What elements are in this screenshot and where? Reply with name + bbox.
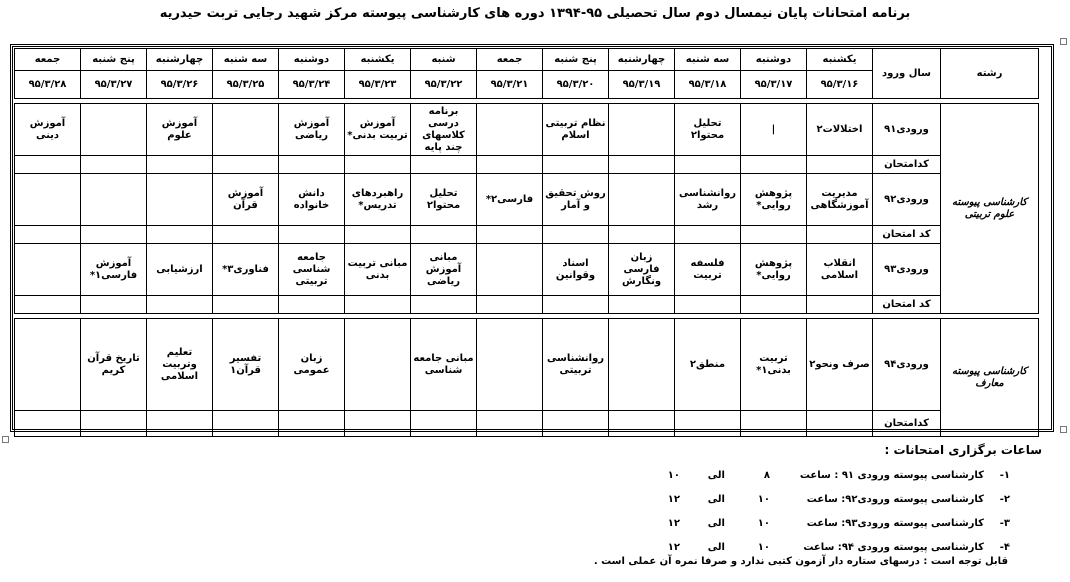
exam-cell: زبان عمومی — [279, 319, 345, 411]
exam-cell: انقلاب اسلامی — [807, 244, 873, 296]
exam-cell — [81, 174, 147, 226]
date-header: ۹۵/۳/۱۸ — [675, 71, 741, 99]
exam-code-cell — [213, 156, 279, 174]
exam-code-cell — [543, 156, 609, 174]
exam-hours-list — [570, 470, 1010, 566]
exam-hour-to: ۱۲ — [667, 494, 680, 505]
exam-code-cell — [15, 226, 81, 244]
exam-cell: جامعه شناسی تربیتی — [279, 244, 345, 296]
exam-cell: روانشناسی تربیتی — [543, 319, 609, 411]
exam-cell: زبان فارسی ونگارش — [609, 244, 675, 296]
exam-code-cell — [741, 226, 807, 244]
exam-cell — [213, 104, 279, 156]
resize-handle — [2, 436, 9, 443]
exam-code-cell — [213, 411, 279, 437]
exam-cell: آموزش ریاضی — [279, 104, 345, 156]
exam-cell: روانشناسی رشد — [675, 174, 741, 226]
exam-cell — [477, 244, 543, 296]
exam-code-cell — [609, 411, 675, 437]
exam-cell — [609, 319, 675, 411]
exam-hour-num: ۱- — [999, 470, 1010, 481]
date-header: ۹۵/۳/۲۴ — [279, 71, 345, 99]
exam-cell: پژوهش روایی* — [741, 244, 807, 296]
exam-code-cell — [345, 296, 411, 314]
entry-year: ورودی۹۴ — [873, 319, 941, 411]
date-header: ۹۵/۳/۲۱ — [477, 71, 543, 99]
exam-cell: اختلالات۲ — [807, 104, 873, 156]
exam-cell: روش تحقیق و آمار — [543, 174, 609, 226]
exam-code-cell — [147, 296, 213, 314]
exam-code-cell — [477, 296, 543, 314]
day-header: یکشنبه — [807, 49, 873, 71]
exam-hour-al: الی — [707, 494, 725, 505]
exam-code-cell — [675, 156, 741, 174]
exam-code-row — [15, 226, 1039, 244]
exam-code-label: کد امتحان — [873, 296, 941, 314]
day-header: چهارشنبه — [147, 49, 213, 71]
exam-hour-to: ۱۲ — [667, 518, 680, 529]
exam-cell: برنامه درسی کلاسهای چند پایه — [411, 104, 477, 156]
date-header: ۹۵/۳/۱۹ — [609, 71, 675, 99]
resize-handle — [1060, 426, 1067, 433]
entry-year: ورودی۹۳ — [873, 244, 941, 296]
exam-cell: | — [741, 104, 807, 156]
exam-hour-to: ۱۰ — [667, 470, 680, 481]
date-header: ۹۵/۳/۲۰ — [543, 71, 609, 99]
date-header: ۹۵/۳/۱۶ — [807, 71, 873, 99]
exam-code-label: کدامتحان — [873, 411, 941, 437]
exam-cell: آموزش دینی — [15, 104, 81, 156]
exam-cell — [609, 104, 675, 156]
exam-code-row — [15, 296, 1039, 314]
exam-row — [15, 244, 1039, 296]
day-header: دوشنبه — [279, 49, 345, 71]
exam-cell: دانش خانواده — [279, 174, 345, 226]
page-title: برنامه امتحانات پایان نیمسال دوم سال تحصیلی ۹۵-۱۳۹۴ دوره های کارشناسی پیوسته مرکز شهید رجایی تربت حیدریه — [159, 6, 911, 21]
day-header: دوشنبه — [741, 49, 807, 71]
day-header: شنبه — [411, 49, 477, 71]
exam-hour-row — [570, 470, 1010, 494]
exam-hour-from: ۱۰ — [757, 518, 770, 529]
exam-cell: آموزش تربیت بدنی* — [345, 104, 411, 156]
exam-code-cell — [147, 156, 213, 174]
exam-cell: فارسی۲* — [477, 174, 543, 226]
exam-code-cell — [15, 296, 81, 314]
date-header: ۹۵/۳/۲۳ — [345, 71, 411, 99]
exam-code-cell — [741, 296, 807, 314]
exam-row — [15, 104, 1039, 156]
exam-code-cell — [543, 296, 609, 314]
exam-cell: فناوری۳* — [213, 244, 279, 296]
exam-code-cell — [81, 296, 147, 314]
exam-cell: تعلیم وتربیت اسلامی — [147, 319, 213, 411]
day-header: جمعه — [477, 49, 543, 71]
exam-code-label: کدامتحان — [873, 156, 941, 174]
exam-code-cell — [675, 296, 741, 314]
day-header: سه شنبه — [213, 49, 279, 71]
exam-code-cell — [279, 156, 345, 174]
day-header: چهارشنبه — [609, 49, 675, 71]
exam-cell — [15, 319, 81, 411]
field-header: رشته — [941, 49, 1039, 99]
exam-hours-title: ساعات برگزاری امتحانات : — [884, 443, 1042, 457]
day-header: پنج شنبه — [543, 49, 609, 71]
exam-hour-from: ۱۰ — [757, 494, 770, 505]
exam-cell: تفسیر قرآن۱ — [213, 319, 279, 411]
exam-code-cell — [807, 411, 873, 437]
exam-hour-from: ۸ — [763, 470, 770, 481]
exam-code-cell — [741, 411, 807, 437]
exam-hour-text: کارشناسی پیوسته ورودی۹۳: ساعت — [806, 518, 984, 529]
exam-code-label: کد امتحان — [873, 226, 941, 244]
exam-cell — [345, 319, 411, 411]
date-header: ۹۵/۳/۲۷ — [81, 71, 147, 99]
exam-code-cell — [543, 411, 609, 437]
exam-cell — [477, 319, 543, 411]
exam-cell: مبانی آموزش ریاضی — [411, 244, 477, 296]
exam-cell — [477, 104, 543, 156]
exam-code-cell — [675, 411, 741, 437]
exam-cell: آموزش علوم — [147, 104, 213, 156]
exam-code-cell — [345, 156, 411, 174]
exam-code-cell — [279, 411, 345, 437]
exam-row — [15, 174, 1039, 226]
resize-handle — [1060, 38, 1067, 45]
field-name: کارشناسی پیوسته معارف — [941, 319, 1039, 437]
exam-code-cell — [741, 156, 807, 174]
day-header: پنج شنبه — [81, 49, 147, 71]
exam-cell: ارزشیابی — [147, 244, 213, 296]
exam-cell — [609, 174, 675, 226]
exam-schedule-table — [14, 48, 1039, 437]
exam-code-cell — [411, 296, 477, 314]
date-header: ۹۵/۳/۲۵ — [213, 71, 279, 99]
exam-code-cell — [279, 226, 345, 244]
exam-code-cell — [279, 296, 345, 314]
exam-hour-row — [570, 494, 1010, 518]
exam-row — [15, 319, 1039, 411]
entry-year: ورودی۹۲ — [873, 174, 941, 226]
exam-code-cell — [81, 156, 147, 174]
exam-code-cell — [477, 156, 543, 174]
exam-hour-text: کارشناسی پیوسته ورودی ۹۱ : ساعت — [799, 470, 984, 481]
exam-code-cell — [675, 226, 741, 244]
exam-hour-num: ۲- — [999, 494, 1010, 505]
exam-hour-al: الی — [707, 518, 725, 529]
field-name: کارشناسی پیوسته علوم تربیتی — [941, 104, 1039, 314]
exam-code-cell — [345, 226, 411, 244]
exam-code-cell — [411, 156, 477, 174]
exam-code-cell — [609, 156, 675, 174]
exam-cell: تحلیل محتوا۲ — [411, 174, 477, 226]
exam-cell: تحلیل محتوا۲ — [675, 104, 741, 156]
exam-hour-row — [570, 518, 1010, 542]
exam-hour-al: الی — [707, 542, 725, 553]
exam-cell: تاریخ قرآن کریم — [81, 319, 147, 411]
exam-hour-text: کارشناسی پیوسته ورودی۹۲: ساعت — [806, 494, 984, 505]
exam-hour-to: ۱۲ — [667, 542, 680, 553]
exam-code-cell — [81, 411, 147, 437]
exam-cell — [15, 174, 81, 226]
exam-cell: آموزش قرآن — [213, 174, 279, 226]
exam-code-cell — [213, 296, 279, 314]
exam-code-cell — [81, 226, 147, 244]
exam-code-cell — [807, 296, 873, 314]
exam-cell — [147, 174, 213, 226]
exam-cell: اسناد وقوانین — [543, 244, 609, 296]
exam-code-cell — [213, 226, 279, 244]
days-row — [15, 49, 1039, 71]
exam-code-cell — [807, 156, 873, 174]
exam-hour-text: کارشناسی پیوسته ورودی ۹۴: ساعت — [803, 542, 984, 553]
exam-cell: مبانی جامعه شناسی — [411, 319, 477, 411]
entry-header: سال ورود — [873, 49, 941, 99]
exam-code-cell — [147, 411, 213, 437]
exam-cell: صرف ونحو۲ — [807, 319, 873, 411]
exam-cell: تربیت بدنی۱* — [741, 319, 807, 411]
date-header: ۹۵/۳/۲۶ — [147, 71, 213, 99]
day-header: سه شنبه — [675, 49, 741, 71]
exam-cell: مبانی تربیت بدنی — [345, 244, 411, 296]
exam-code-cell — [411, 226, 477, 244]
exam-cell: فلسفه تربیت — [675, 244, 741, 296]
exam-hour-al: الی — [707, 470, 725, 481]
exam-code-cell — [411, 411, 477, 437]
exam-hour-num: ۳- — [999, 518, 1010, 529]
exam-cell: راهبردهای تدریس* — [345, 174, 411, 226]
exam-cell — [81, 104, 147, 156]
date-header: ۹۵/۳/۱۷ — [741, 71, 807, 99]
exam-cell: آموزش فارسی۱* — [81, 244, 147, 296]
date-header: ۹۵/۳/۲۸ — [15, 71, 81, 99]
exam-cell: مدیریت آموزشگاهی — [807, 174, 873, 226]
exam-code-row — [15, 411, 1039, 437]
exam-code-cell — [477, 411, 543, 437]
exam-code-cell — [609, 226, 675, 244]
exam-code-row — [15, 156, 1039, 174]
exam-code-cell — [477, 226, 543, 244]
exam-hour-from: ۱۰ — [757, 542, 770, 553]
exam-code-cell — [15, 156, 81, 174]
footnote: قابل توجه است : درسهای ستاره دار آزمون کتبی ندارد و صرفا نمره آن عملی است . — [593, 556, 1008, 567]
exam-cell: پژوهش روایی* — [741, 174, 807, 226]
exam-code-cell — [345, 411, 411, 437]
day-header: جمعه — [15, 49, 81, 71]
exam-code-cell — [15, 411, 81, 437]
exam-code-cell — [609, 296, 675, 314]
exam-cell: نظام تربیتی اسلام — [543, 104, 609, 156]
exam-code-cell — [807, 226, 873, 244]
date-header: ۹۵/۳/۲۲ — [411, 71, 477, 99]
exam-cell: منطق۲ — [675, 319, 741, 411]
exam-hour-num: ۴- — [999, 542, 1010, 553]
day-header: یکشنبه — [345, 49, 411, 71]
entry-year: ورودی۹۱ — [873, 104, 941, 156]
exam-code-cell — [147, 226, 213, 244]
exam-cell — [15, 244, 81, 296]
exam-code-cell — [543, 226, 609, 244]
